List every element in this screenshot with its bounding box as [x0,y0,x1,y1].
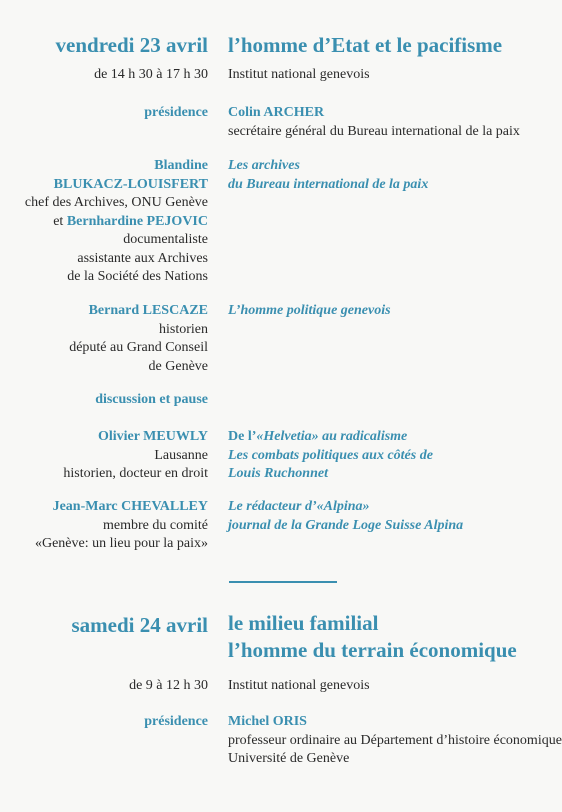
day2-time: de 9 à 12 h 30 [129,678,208,693]
day1-presidence-label: présidence [144,105,208,120]
day2-title-line: le milieu familial [228,611,379,635]
speaker2-detail: de la Société des Nations [67,269,208,284]
talk-title-line: Louis Ruchonnet [228,466,328,481]
title-part: au radicalisme [318,429,408,444]
speaker-last-name: BLUKACZ-LOUISFERT [53,176,208,192]
president-name: Colin ARCHER [228,105,325,120]
speaker-detail: historien [159,321,208,337]
talk-title-line: du Bureau international de la paix [228,176,429,192]
day2-presidence-label: présidence [144,714,208,729]
speaker-detail: membre du comité [103,517,208,533]
title-part: De l’ [228,429,257,444]
speaker-detail: «Genève: un lieu pour la paix» [34,536,208,551]
day1-venue: Institut national genevois [228,67,370,82]
talk-title-line [228,428,433,447]
talk-title-line: Le rédacteur d’«Alpina» [228,499,370,514]
day2-president [228,713,562,769]
break-label: discussion et pause [95,392,208,407]
speaker-detail: de Genève [148,358,208,374]
talk3-speaker [63,428,208,484]
day1-date: vendredi 23 avril [55,33,208,57]
day2-title [228,610,517,664]
speaker-name: Bernard LESCAZE [88,303,208,318]
talk2-title [228,302,391,321]
speaker-first-name: Blandine [154,158,208,173]
talk-title-line: journal de la Grande Loge Suisse Alpina [228,517,464,533]
talk3-title [228,428,433,484]
day2-date: samedi 24 avril [71,613,208,637]
speaker2-name: Bernhardine PEJOVIC [66,213,208,229]
president-name: Michel ORIS [228,714,307,729]
day2-title-line: l’homme du terrain économique [228,638,517,662]
title-part: «Helvetia» [256,429,319,444]
speaker-detail: Lausanne [154,447,208,463]
president-role: professeur ordinaire au Département d’histoire économique [228,732,562,748]
speaker-detail: député au Grand Conseil [69,340,208,355]
president-role: Université de Genève [228,751,350,766]
speaker2-line [25,213,208,232]
and-prefix: et [53,213,67,229]
day1-president [228,104,520,141]
talk-title-line: Les combats politiques aux côtés de [228,447,433,463]
talk4-title [228,498,463,535]
speaker-detail: historien, docteur en droit [63,466,208,481]
talk4-speaker [35,498,208,554]
speaker2-detail: documentaliste [123,232,208,247]
speaker2-detail: assistante aux Archives [77,250,208,266]
speaker-name: Olivier MEUWLY [97,429,208,444]
speaker-detail: chef des Archives, ONU Genève [24,195,208,210]
day1-time: de 14 h 30 à 17 h 30 [94,67,208,82]
talk1-title [228,157,428,194]
talk-title-line: Les archives [228,158,300,173]
day2-venue: Institut national genevois [228,678,370,693]
speaker-name: Jean-Marc CHEVALLEY [52,499,208,514]
day1-title: l’homme d’Etat et le pacifisme [228,33,503,57]
talk-title-line: L’homme politique genevois [228,303,391,318]
president-role: secrétaire général du Bureau international de la paix [228,123,520,139]
talk1-speakers [25,157,208,287]
section-divider [229,581,337,583]
talk2-speaker [69,302,208,376]
